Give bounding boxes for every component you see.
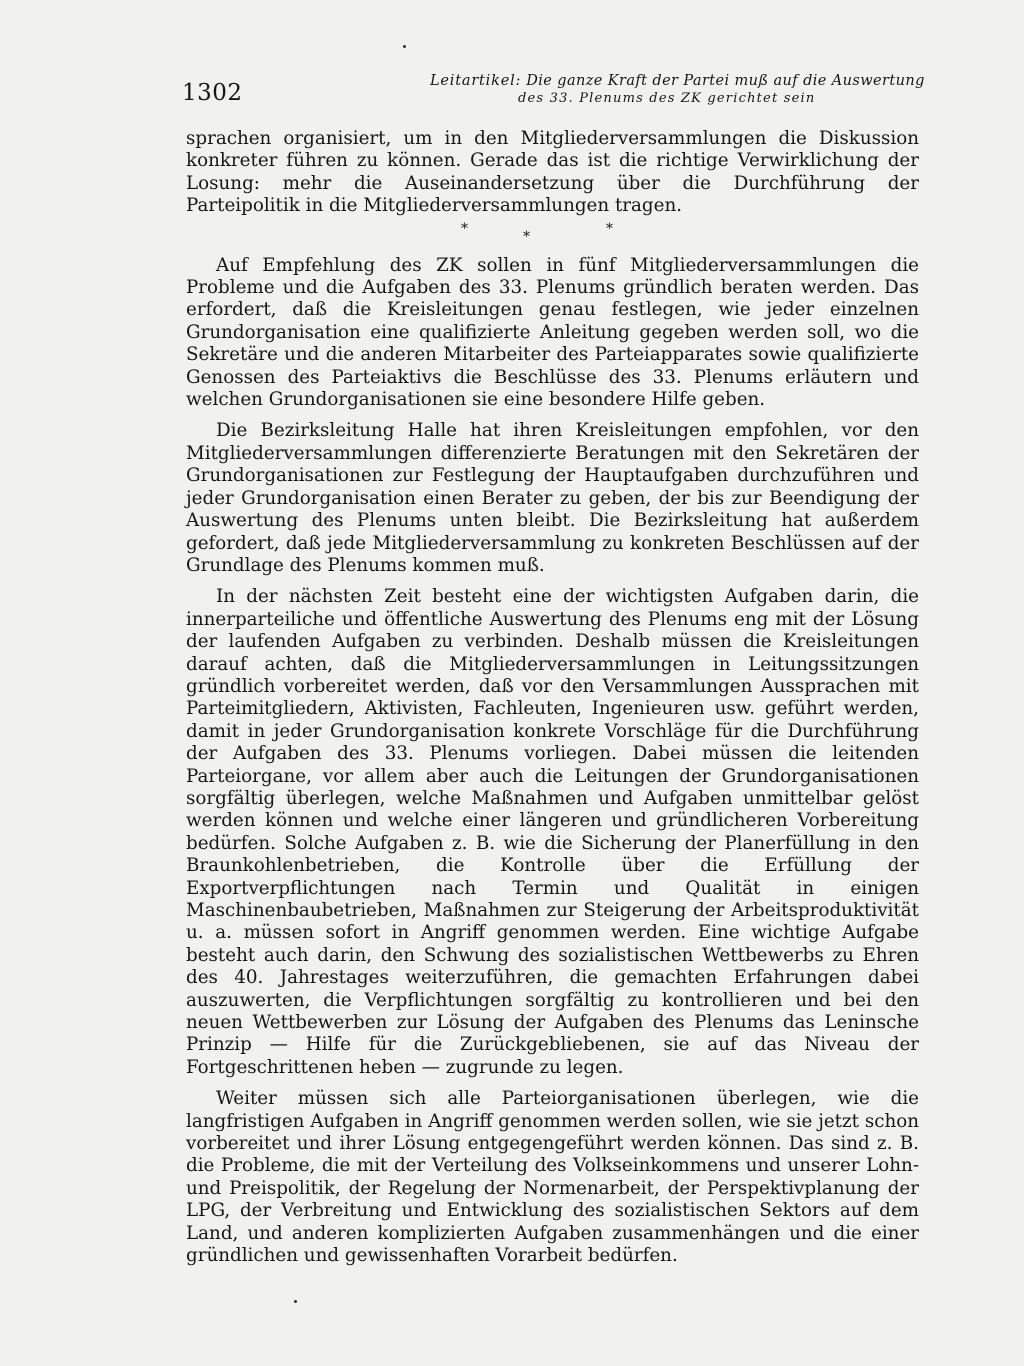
running-head-label: Leitartikel: xyxy=(430,73,522,89)
article-body xyxy=(186,128,919,1268)
paragraph-continuation: sprachen organisiert, um in den Mitgliederversammlungen die Diskussion konkreter führen zu können. Gerade das ist die richtige Verwirklichung der Losung: mehr die Auseinandersetzung über die Durchführung der Parteipolitik in die Mitgliederversammlungen tragen. xyxy=(186,128,919,217)
paragraph: In der nächsten Zeit besteht eine der wichtigsten Aufgaben darin, die innerparteiliche und öffentliche Auswertung des Plenums eng mit der Lösung der laufenden Aufgaben zu verbinden. Deshalb müssen die Kreisleitungen darauf achten, daß die Mitgliederversammlungen in Leitungssitzungen gründlich vorbereitet werden, daß vor den Versammlungen Aussprachen mit Parteimitgliedern, Aktivisten, Fachleuten, Ingenieuren usw. geführt werden, damit in jeder Grundorganisation konkrete Vorschläge für die Durchführung der Aufgaben des 33. Plenums vorliegen. Dabei müssen die leitenden Parteiorgane, vor allem aber auch die Leitungen der Grundorganisationen sorgfältig überlegen, welche Maßnahmen und Aufgaben unmittelbar gelöst werden können und welche einer längeren und gründlicheren Vorbereitung bedürfen. Solche Aufgaben z. B. wie die Sicherung der Planerfüllung in den Braunkohlenbetrieben, die Kontrolle über die Erfüllung der Exportverpflichtungen nach Termin und Qualität in einigen Maschinenbaubetrieben, Maßnahmen zur Steigerung der Arbeitsproduktivität u. a. müssen sofort in Angriff genommen werden. Eine wichtige Aufgabe besteht auch darin, den Schwung des sozialistischen Wettbewerbs zu Ehren des 40. Jahrestages weiterzuführen, die gemachten Erfahrungen dabei auszuwerten, die Verpflichtungen sorgfältig zu kontrollieren und bei den neuen Wettbewerben zur Lösung der Aufgaben des Plenums das Leninsche Prinzip — Hilfe für die Zurückgebliebenen, sie auf das Niveau der Fortgeschrittenen heben — zugrunde zu legen. xyxy=(186,586,919,1078)
paper-speck xyxy=(403,45,406,48)
paragraph: Auf Empfehlung des ZK sollen in fünf Mitgliederversammlungen die Probleme und die Aufgaben des 33. Plenums gründlich beraten werden. Das erfordert, daß die Kreisleitungen genau festlegen, wie jeder einzelnen Grundorganisation eine qualifizierte Anleitung gegeben werden soll, wo die Sekretäre und die anderen Mitarbeiter des Parteiapparates sowie qualifizierte Genossen des Parteiaktivs die Beschlüsse des 33. Plenums erläutern und welchen Grundorganisationen sie eine besondere Hilfe geben. xyxy=(186,254,919,411)
paragraph: Die Bezirksleitung Halle hat ihren Kreisleitungen empfohlen, vor den Mitgliederversammlungen differenzierte Beratungen mit den Sekretären der Grundorganisationen zur Festlegung der Hauptaufgaben durchzuführen und jeder Grundorganisation einen Berater zu geben, der bis zur Beendigung der Auswertung des Plenums unten bleibt. Die Bezirksleitung hat außerdem gefordert, daß jede Mitgliederversammlung zu konkreten Beschlüssen auf der Grundlage des Plenums kommen muß. xyxy=(186,420,919,576)
page-number: 1302 xyxy=(182,80,243,106)
separator-star: * xyxy=(461,220,468,237)
running-head xyxy=(430,73,925,107)
separator-star: * xyxy=(606,220,613,237)
running-head-line-1 xyxy=(430,73,925,90)
separator-star: * xyxy=(523,228,530,245)
section-separator xyxy=(186,220,919,244)
running-head-title: Die ganze Kraft der Partei muß auf die Auswertung xyxy=(526,73,925,89)
paragraph: Weiter müssen sich alle Parteiorganisationen überlegen, wie die langfristigen Aufgaben in Angriff genommen werden sollen, wie sie jetzt schon vorbereitet und ihrer Lösung entgegengeführt werden können. Das sind z. B. die Probleme, die mit der Verteilung des Volkseinkommens und unserer Lohn- und Preispolitik, der Regelung der Normenarbeit, der Perspektivplanung der LPG, der Verbreitung und Entwicklung des sozialistischen Sektors auf dem Land, und anderen komplizierten Aufgaben zusammenhängen und die einer gründlichen und gewissenhaften Vorarbeit bedürfen. xyxy=(186,1088,919,1267)
paper-speck xyxy=(294,1300,297,1303)
running-head-line-2: des 33. Plenums des ZK gerichtet sein xyxy=(518,91,816,106)
